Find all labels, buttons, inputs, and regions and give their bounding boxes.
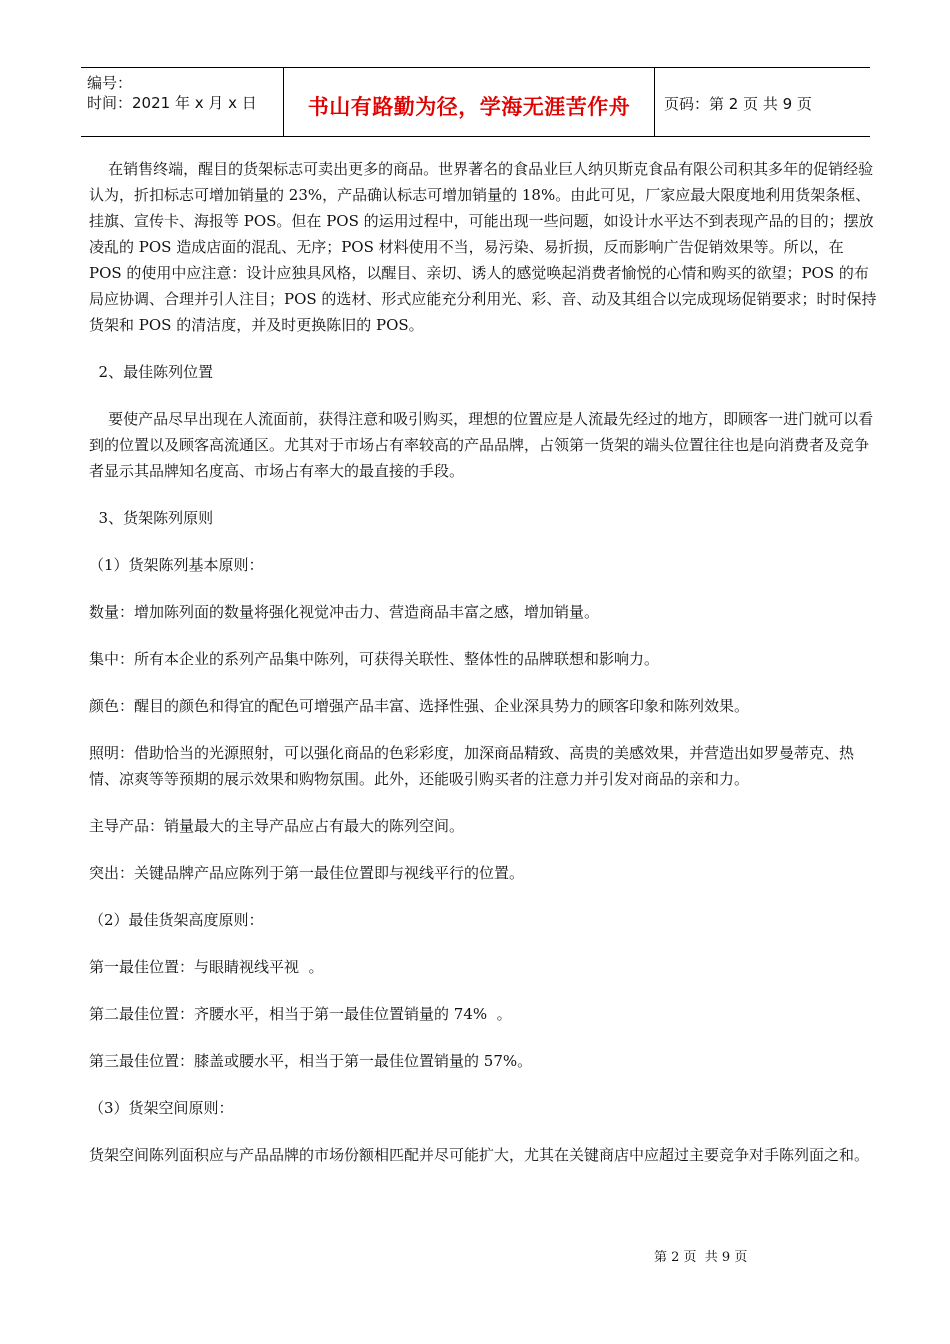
paragraph-prominence: 突出：关键品牌产品应陈列于第一最佳位置即与视线平行的位置。 — [89, 864, 525, 882]
header-table — [81, 67, 870, 137]
subheading-shelf-height: （2）最佳货架高度原则： — [89, 911, 264, 929]
paragraph-quantity: 数量：增加陈列面的数量将强化视觉冲击力、营造商品丰富之感，增加销量。 — [89, 603, 600, 621]
section-heading-shelf-principles: 3、货架陈列原则 — [89, 509, 214, 527]
header-motto: 书山有路勤为径，学海无涯苦作舟 — [307, 95, 631, 119]
subheading-shelf-space: （3）货架空间原则： — [89, 1099, 234, 1117]
document-date: 时间：2021 年 x 月 x 日 — [87, 94, 257, 112]
header-meta-cell — [81, 68, 284, 136]
document-number-label: 编号： — [87, 74, 133, 92]
subheading-basic-principles: （1）货架陈列基本原则： — [89, 556, 264, 574]
section-heading-best-position: 2、最佳陈列位置 — [89, 363, 214, 381]
paragraph-first-position: 第一最佳位置：与眼睛视线平视 。 — [89, 958, 324, 976]
paragraph-second-position: 第二最佳位置：齐腰水平，相当于第一最佳位置销量的 74% 。 — [89, 1005, 512, 1023]
paragraph-shelf-space: 货架空间陈列面积应与产品品牌的市场份额相匹配并尽可能扩大，尤其在关键商店中应超过主要竞争对手陈列面之和。 — [89, 1146, 870, 1164]
paragraph-leading-product: 主导产品：销量最大的主导产品应占有最大的陈列空间。 — [89, 817, 465, 835]
header-page-info: 页码：第 2 页 共 9 页 — [664, 95, 812, 113]
paragraph-lighting: 照明：借助恰当的光源照射，可以强化商品的色彩彩度，加深商品精致、高贵的美感效果，并营造出如罗曼蒂克、热情、凉爽等等预期的展示效果和购物氛围。此外，还能吸引购买者的注意力并引发对商品的亲和力。 — [89, 744, 855, 788]
header-motto-cell — [284, 68, 655, 136]
paragraph-color: 颜色：醒目的颜色和得宜的配色可增强产品丰富、选择性强、企业深具势力的顾客印象和陈列效果。 — [89, 697, 750, 715]
page-footer: 第 2 页 共 9 页 — [654, 1250, 748, 1265]
paragraph-third-position: 第三最佳位置：膝盖或腰水平，相当于第一最佳位置销量的 57%。 — [89, 1052, 533, 1070]
document-body — [89, 156, 879, 1168]
paragraph-best-position: 要使产品尽早出现在人流面前，获得注意和吸引购买，理想的位置应是人流最先经过的地方，即顾客一进门就可以看到的位置以及顾客高流通区。尤其对于市场占有率较高的产品品牌，占领第一货架的端头位置往往也是向消费者及竞争者显示其品牌知名度高、市场占有率大的最直接的手段。 — [89, 410, 874, 480]
paragraph-concentration: 集中：所有本企业的系列产品集中陈列，可获得关联性、整体性的品牌联想和影响力。 — [89, 650, 660, 668]
paragraph-pos-intro: 在销售终端，醒目的货架标志可卖出更多的商品。世界著名的食品业巨人纳贝斯克食品有限公司积其多年的促销经验认为，折扣标志可增加销量的 23%，产品确认标志可增加销量的 18%。由此可见，厂家应最大限度地利用货架条框、挂旗、宣传卡、海报等 POS。但在 POS 的运用过程中，可能出现一些问题，如设计水平达不到表现产品的目的；摆放凌乱的 POS 造成店面的混乱、无序；POS 材料使用不当，易污染、易折损，反而影响广告促销效果等。所以，在 POS 的使用中应注意：设计应独具风格，以醒目、亲切、诱人的感觉唤起消费者愉悦的心情和购买的欲望；POS 的布局应协调、合理并引人注目；POS 的选材、形式应能充分利用光、彩、音、动及其组合以完成现场促销要求；时时保持货架和 POS 的清洁度，并及时更换陈旧的 POS。 — [89, 160, 877, 334]
